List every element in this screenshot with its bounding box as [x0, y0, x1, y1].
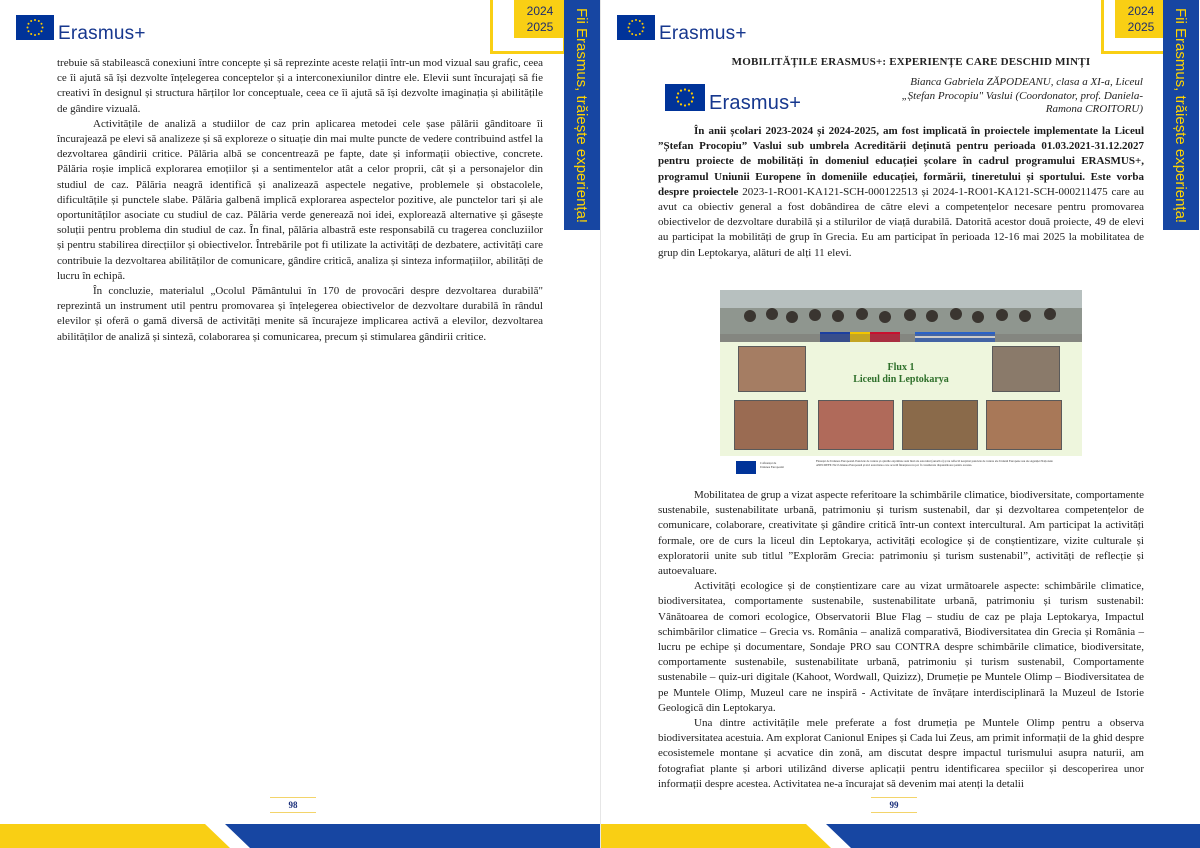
- intro-bold-text: În anii școlari 2023-2024 și 2024-2025, am fost implicată în proiectele implementate la Liceul ”Ștefan Procopiu” Vaslui sub umbrela Acreditării deținută pentru perioada 01.03.2021-31.12.2027 pentru proiecte de mobilități în domeniul educației școlare în cadrul programului ERASMUS+, programul Uniunii Europene în domeniile educației, formării, tineretului și sportului. Este vorba despre proiectele: [658, 125, 1144, 198]
- right-body-text: [658, 488, 1144, 792]
- erasmus-logo-text: Erasmus+: [709, 92, 802, 114]
- photo-collage: [720, 290, 1082, 478]
- author-block: [873, 76, 1143, 117]
- activity-photo: [986, 400, 1062, 450]
- intro-paragraph: [658, 124, 1144, 261]
- collage-title-line: Flux 1: [887, 362, 915, 373]
- eu-cofunded-label: Cofinanțat de Uniunea Europeană: [760, 461, 784, 469]
- eu-flag-icon: [617, 15, 655, 40]
- band-slogan: Fii Erasmus, trăiește experiența!: [573, 8, 590, 224]
- group-photo: [720, 290, 1082, 342]
- collage-footer: [720, 456, 1082, 478]
- year-end: 2025: [526, 20, 554, 34]
- paragraph: Activitățile de analiză a studiilor de caz prin aplicarea metodei cele șase pălării gânditoare îi încurajează pe elevi să analizeze și să exploreze o situație din mai multe puncte de vedere contribuind astfel la dezvoltarea gândirii critice. Pălăria albă se concentrează pe fapte, date și informații obiective, concrete. Pălăria roșie implică explorarea emoțiilor și a sentimentelor atât a celor proprii, cât și a personajelor din studiul de caz. Pălăria neagră identifică și analizează aspectele negative, problemele și obstacolele, dificultățile și punctele slabe. Pălăria galbenă implică explorarea aspectelor pozitive, ale punctelor tari și ale oportunităților asociate cu studiul de caz. Pălăria verde generează noi idei, explorează alternative și găsește soluții pentru problema din studiul de caz. În final, pălăria albastră este responsabilă cu tragerea concluziilor și pentru stabilirea direcțiilor și obiectivelor. Întrebările pot fi utilizate la activități de dezbatere, activități care contribuie la dezvoltarea abilităților de comunicare, gândire critică, analiza și sinteza informațiilor, abilități de lucru în echipă.: [57, 117, 543, 282]
- collage-title-line: Liceul din Leptokarya: [853, 374, 949, 385]
- page-number: 99: [871, 797, 917, 813]
- article-title: MOBILITĂȚILE ERASMUS+: EXPERIENȚE CARE DESCHID MINȚI: [731, 56, 1091, 68]
- paragraph: Mobilitatea de grup a vizat aspecte referitoare la schimbările climatice, biodiversitate, comportamente sustenabile, sustenabilitate urbană, patrimoniu și turism sustenabil, dar și dezvoltarea competențelor de comunicare, colaborare, creativitate și gândire critică într-un context intercultural. Am participat la activități formale, ore de curs la liceul din Leptokarya, activități ecologice și de conștientizare, vizite culturale și exploratorii unite sub titlul ”Explorăm Grecia: patrimoniu și turism sustenabil”, activități de reflecție și autoevaluare.: [658, 489, 1144, 578]
- bottom-band: [0, 824, 600, 848]
- brand-logo-text: Erasmus+: [659, 23, 747, 44]
- eu-disclaimer: Finanțat de Uniunea Europeană. Punctele de vedere și opiniile exprimate sunt însă ale autorului (autorilor) și nu reflectă neapărat punctele de vedere ale Uniunii Europene sau ale Agenției Naționale ANPCDEFP. Nici Uniunea Europeană și nici autoritatea care acordă finanțarea nu pot fi considerate răspunzătoare pentru acestea.: [816, 459, 1053, 467]
- paragraph: trebuie să stabilească conexiuni între concepte și să reprezinte aceste relații într-un mod vizual sau grafic, ceea ce îi ajută să își dezvolte înțelegerea conceptelor și a interconexiunilor dintre ele. Elevii sunt încurajați să fie creativi în designul și structura hărților lor conceptuale, ceea ce îi ajută să își dezvolte imaginația și abilitățile de gândire vizuală.: [57, 57, 543, 115]
- eu-flag-icon: [736, 461, 756, 474]
- year-box-outline: [490, 0, 566, 54]
- activity-photo: [818, 400, 894, 450]
- activity-photo: [902, 400, 978, 450]
- band-slogan: Fii Erasmus, trăiește experiența!: [1172, 8, 1189, 224]
- brand-logo-text: Erasmus+: [58, 23, 146, 44]
- author-line: „Ștefan Procopiu" Vaslui (Coordonator, prof. Daniela-: [901, 89, 1143, 102]
- vertical-band: [1163, 0, 1199, 230]
- right-page: [600, 0, 1200, 848]
- activity-photo: [734, 400, 808, 450]
- activity-photo: [738, 346, 806, 392]
- activity-photo: [992, 346, 1060, 392]
- left-body-text: [57, 56, 543, 345]
- collage-title: [830, 362, 972, 386]
- eu-flag-icon: [16, 15, 54, 40]
- paragraph: Activități ecologice și de conștientizare care au vizat următoarele aspecte: schimbările climatice, biodiversitatea, comportamente sustenabile, sustenabilitate urbană, patrimoniu și turism sustenabil: Vânătoarea de comori ecologice, Observatorii Blue Flag – studiu de caz pe plaja Leptokarya, Impactul schimbărilor climatice – Grecia vs. România – analiză comparativă, Biodiversitatea din Grecia și România – lucru pe echipe și documentare, Sondaje PRO sau CONTRA despre schimbările climatice, biodiversitate, comportamente sustenabile, sustenabilitate urbană, patrimoniu și turism sustenabil, Comportamente sustenabile – quiz-uri digitale (Kahoot, Wordwall, Quizizz), Drumeție pe Muntele Olimp – Biodiversitatea de pe Muntele Olimp, Muzeul care ne inspiră - Activitate de învățare interdisciplinară la Muzeul de Istorie Geologică din Leptokarya.: [658, 580, 1144, 714]
- page-number: 98: [270, 797, 316, 813]
- year-start: 2024: [1127, 4, 1155, 18]
- author-line: Ramona CROITORU): [1045, 103, 1143, 115]
- year-box: [1115, 0, 1167, 38]
- paragraph: Una dintre activitățile mele preferate a fost drumeția pe Muntele Olimp pentru a observa biodiversitatea acestuia. Am explorat Canionul Enipes și Cada lui Zeus, am primit informații de la ghid despre ecosistemele montane și acvatice din zonă, am discutat despre impactul turismului asupra naturii, am fotografiat plante și arbori utilizând diverse aplicații pentru identificarea speciilor și descoperirea unor informații despre acestea. Activitatea ne-a încurajat să devenim mai atenți la detalii: [658, 717, 1144, 790]
- vertical-band: [564, 0, 600, 230]
- year-start: 2024: [526, 4, 554, 18]
- erasmus-logo-flag-icon: [665, 84, 705, 111]
- year-end: 2025: [1127, 20, 1155, 34]
- author-line: Bianca Gabriela ZĂPODEANU, clasa a XI-a, Liceul: [910, 76, 1143, 88]
- intro-text: 2023-1-RO01-KA121-SCH-000122513 și 2024-1-RO01-KA121-SCH-000211475 care au avut ca obiectiv general a fost dobândirea de către elevi a competențelor necesare pentru promovarea obiectivelor de dezvoltare durabilă și a stilurilor de viață durabilă. Datorită acestor două proiecte, 49 de elevi au participat la mobilități de grup în Grecia. Eu am participat în perioada 12-16 mai 2025 la mobilitatea de grup din Leptokarya, alături de alți 11 elevi.: [658, 185, 1145, 259]
- paragraph: În concluzie, materialul „Ocolul Pământului în 170 de provocări despre dezvoltarea durabilă" reprezintă un instrument util pentru promovarea și înțelegerea obiectivelor de dezvoltare durabilă în rândul elevilor și oferă o gamă diversă de activități menite să încurajeze implicarea activă a elevilor, dezvoltarea abilităților de analiză și sinteză, colaborarea și comunicarea, precum și stimularea gândirii critice.: [57, 285, 543, 343]
- bottom-band: [601, 824, 1200, 848]
